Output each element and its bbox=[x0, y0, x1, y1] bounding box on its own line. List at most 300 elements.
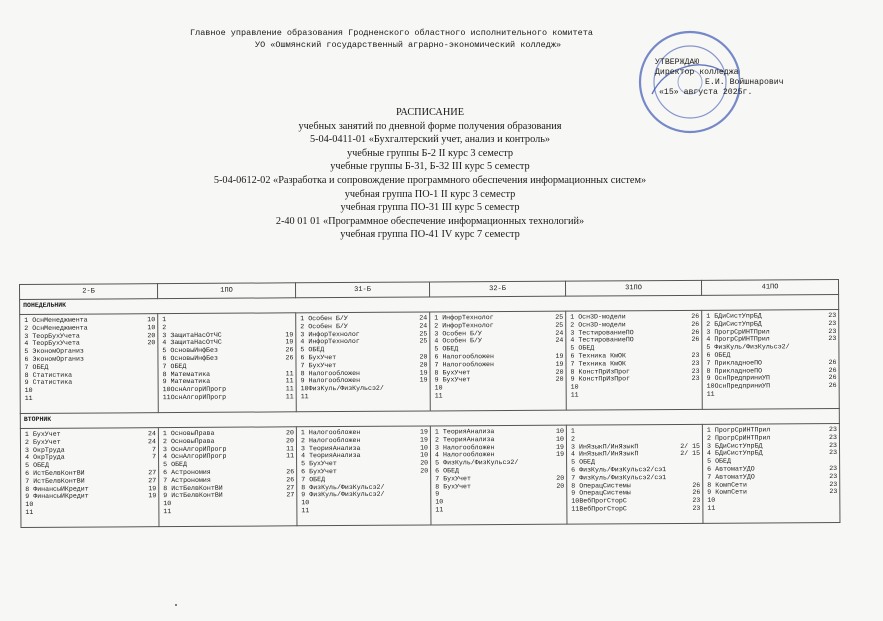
subject-name: ФинансыИКредит bbox=[33, 485, 89, 493]
lesson-number: 8 bbox=[300, 369, 305, 377]
lesson-number: 9 bbox=[706, 375, 711, 383]
group-header: 31ПО bbox=[565, 280, 701, 296]
lesson-row bbox=[301, 392, 428, 401]
room-number: 24 bbox=[419, 322, 428, 330]
subject-name: ИстБелвКонтВИ bbox=[171, 484, 223, 492]
subject-name: БухУчет bbox=[32, 430, 61, 438]
lesson-number: 4 bbox=[301, 452, 306, 460]
lesson-number: 11 bbox=[434, 392, 443, 400]
subject-name: Статистика bbox=[32, 371, 73, 379]
subject-name: БДиСистУпрБД bbox=[714, 442, 763, 450]
subject-name: Налогообложен bbox=[308, 369, 361, 377]
lesson-number: 8 bbox=[434, 369, 439, 377]
room-number bbox=[153, 355, 155, 363]
room-number: 10 bbox=[420, 444, 429, 452]
subject-name: ВебПрогСторС bbox=[579, 497, 627, 505]
lesson-number: 2 bbox=[706, 320, 711, 328]
room-number bbox=[154, 379, 156, 387]
room-number: 19 bbox=[556, 451, 565, 459]
lesson-number: 2 bbox=[300, 437, 305, 445]
subject-name: ПрогрСрИНТПрил bbox=[714, 426, 771, 434]
subject-name bbox=[715, 390, 835, 399]
lesson-number: 7 bbox=[434, 361, 439, 369]
lesson-number: 4 bbox=[707, 450, 712, 458]
room-number: 20 bbox=[555, 376, 564, 384]
room-number bbox=[562, 490, 564, 498]
lesson-number: 10 bbox=[571, 497, 580, 505]
room-number bbox=[154, 508, 156, 516]
subject-name: Техника КмОК bbox=[578, 360, 627, 368]
lesson-row bbox=[163, 507, 294, 516]
subject-name: ОсновыПрава bbox=[170, 429, 215, 438]
lesson-number: 1 bbox=[24, 316, 29, 324]
lesson-row bbox=[25, 508, 156, 517]
lesson-number: 3 bbox=[162, 445, 168, 453]
subject-name: ИнфорТехнолог bbox=[442, 314, 494, 322]
lesson-number: 6 bbox=[435, 467, 440, 475]
lesson-number: 3 bbox=[434, 444, 439, 452]
room-number bbox=[834, 351, 836, 359]
lesson-number: 10 bbox=[301, 499, 310, 507]
lesson-number: 6 bbox=[707, 465, 712, 473]
room-number: 19 bbox=[419, 369, 428, 377]
subject-name: ОснПредприниУП bbox=[714, 374, 771, 383]
lesson-number: 7 bbox=[162, 362, 167, 370]
room-number: 23 bbox=[691, 375, 700, 383]
subject-name: АвтоматУДО bbox=[715, 465, 755, 473]
lesson-number: 9 bbox=[435, 490, 440, 498]
lesson-number: 8 bbox=[163, 484, 168, 492]
lesson-number: 10 bbox=[24, 387, 33, 395]
lesson-number: 11 bbox=[570, 391, 579, 399]
room-number bbox=[426, 483, 428, 491]
room-number: 23 bbox=[828, 426, 837, 434]
subject-name bbox=[443, 506, 562, 515]
subject-name: Особен Б/У bbox=[308, 314, 348, 323]
subject-name: БухУчет bbox=[443, 475, 471, 483]
subject-name: ПрикладноеПО bbox=[714, 367, 763, 375]
lesson-number: 9 bbox=[162, 378, 167, 386]
room-number: 24 bbox=[148, 437, 156, 446]
subject-name: ОБЕД bbox=[308, 346, 325, 354]
subject-name: Астрономия bbox=[171, 468, 211, 477]
subject-name: ТеорияАнализа bbox=[309, 452, 361, 460]
lesson-row bbox=[301, 506, 428, 515]
schedule-cell bbox=[430, 311, 567, 411]
subject-name bbox=[33, 508, 154, 517]
subject-name: ЭкономОрганиз bbox=[32, 355, 84, 363]
subject-name: ОБЕД bbox=[714, 351, 731, 359]
room-number: 26 bbox=[286, 468, 295, 476]
lesson-number: 9 bbox=[25, 493, 30, 501]
subject-name: Налогообложен bbox=[308, 428, 361, 437]
room-number: 20 bbox=[556, 482, 565, 490]
header-ministry: Главное управление образования Гродненского областного исполнительного комитета bbox=[190, 28, 593, 38]
room-number bbox=[698, 383, 700, 391]
room-number: 24 bbox=[419, 314, 428, 322]
room-number bbox=[154, 386, 156, 394]
subject-name: ОснАлгорИПрогр bbox=[170, 393, 227, 402]
group-header: 2-Б bbox=[20, 284, 158, 300]
subject-name bbox=[309, 392, 426, 401]
lesson-number: 11 bbox=[163, 508, 172, 516]
room-number: 24 bbox=[147, 430, 156, 438]
subject-name: Математика bbox=[170, 370, 211, 378]
subject-name: Математика bbox=[170, 378, 211, 386]
lesson-number: 7 bbox=[706, 359, 711, 367]
room-number: 7 bbox=[152, 453, 157, 461]
subject-name: ИнфорТехнолог bbox=[442, 321, 494, 330]
room-number: 7 bbox=[152, 445, 157, 453]
room-number: 11 bbox=[286, 444, 295, 452]
room-number: 26 bbox=[828, 366, 837, 374]
room-number: 11 bbox=[285, 393, 294, 401]
lesson-number: 1 bbox=[300, 429, 305, 437]
subject-name: Астрономия bbox=[171, 476, 211, 484]
lesson-row bbox=[571, 391, 700, 400]
room-number: 26 bbox=[691, 336, 700, 344]
room-number: 23 bbox=[828, 335, 837, 343]
subject-name: Статистика bbox=[32, 379, 73, 387]
schedule-cell bbox=[566, 310, 703, 410]
lesson-number: 2 bbox=[706, 434, 711, 442]
room-number bbox=[425, 346, 427, 354]
subject-name: БухУчет bbox=[443, 482, 471, 490]
room-number: 19 bbox=[419, 428, 428, 436]
subject-name: ОснПредприниУП bbox=[714, 382, 771, 390]
room-number: 19 bbox=[419, 376, 428, 384]
lesson-number: 2 bbox=[162, 323, 167, 331]
lesson-number: 11 bbox=[706, 390, 715, 398]
room-number: 11 bbox=[285, 369, 294, 377]
approval-line-1: УТВЕРЖДАЮ bbox=[655, 58, 700, 67]
title-line: учебные группы Б-2 II курс 3 семестр bbox=[346, 147, 514, 159]
subject-name: ТестированиеПО bbox=[578, 336, 634, 344]
room-number: 27 bbox=[148, 476, 157, 484]
room-number bbox=[698, 458, 700, 466]
lesson-number: 9 bbox=[434, 376, 439, 384]
room-number bbox=[291, 315, 293, 323]
room-number: 27 bbox=[286, 491, 295, 499]
subject-name: АвтоматУДО bbox=[715, 473, 755, 481]
room-number: 23 bbox=[692, 497, 701, 505]
room-number bbox=[835, 390, 837, 398]
room-number bbox=[292, 507, 294, 515]
lesson-number: 1 bbox=[434, 314, 439, 322]
subject-name: ОБЕД bbox=[578, 344, 595, 352]
lesson-number: 5 bbox=[24, 348, 29, 356]
room-number bbox=[835, 457, 837, 465]
schedule-cell bbox=[158, 427, 297, 527]
subject-name: ОБЕД bbox=[715, 457, 731, 465]
room-number bbox=[154, 461, 156, 469]
room-number: 10 bbox=[556, 435, 564, 443]
room-number: 23 bbox=[692, 504, 701, 512]
approval-line-3: Е.И. Войшнарович bbox=[705, 78, 784, 87]
lesson-number: 4 bbox=[24, 340, 29, 348]
room-number: 11 bbox=[285, 385, 294, 393]
subject-name: ОБЕД bbox=[170, 362, 187, 370]
schedule-table bbox=[19, 279, 840, 528]
schedule-cell bbox=[702, 423, 840, 523]
subject-name: ПрогрСрИНТПрил bbox=[714, 328, 770, 336]
lesson-number: 8 bbox=[570, 368, 575, 376]
lesson-number: 11 bbox=[707, 504, 716, 512]
schedule-cell bbox=[702, 309, 840, 409]
room-number: 19 bbox=[556, 443, 565, 451]
room-number: 20 bbox=[419, 353, 428, 361]
group-header: 31-Б bbox=[295, 282, 429, 298]
room-number: 25 bbox=[419, 330, 428, 338]
group-header: 32-Б bbox=[429, 281, 565, 297]
room-number: 24 bbox=[555, 329, 564, 337]
subject-name: ИстБелвКонтВИ bbox=[171, 492, 223, 500]
subject-name: ФизКуль/ФизКульсэ2/ bbox=[443, 459, 519, 467]
room-number bbox=[562, 498, 564, 506]
day-name: ВТОРНИК bbox=[20, 408, 839, 428]
lesson-number: 11 bbox=[435, 506, 444, 514]
subject-name: БухУчет bbox=[309, 460, 337, 468]
room-number: 26 bbox=[828, 358, 837, 366]
room-number: 25 bbox=[555, 321, 564, 329]
lesson-row bbox=[435, 392, 564, 401]
lesson-number: 1 bbox=[300, 315, 305, 323]
subject-name: БухУчет bbox=[442, 368, 471, 376]
lesson-row bbox=[163, 393, 294, 402]
lesson-number: 5 bbox=[435, 459, 440, 467]
lesson-row bbox=[435, 506, 564, 515]
title-line: учебная группа ПО-41 IV курс 7 семестр bbox=[340, 229, 520, 241]
subject-name: ОсновыПрава bbox=[170, 437, 215, 445]
lesson-number: 4 bbox=[571, 450, 576, 459]
room-number: 23 bbox=[828, 327, 837, 335]
lesson-number: 1 bbox=[570, 313, 575, 321]
subject-name bbox=[171, 507, 292, 516]
room-number bbox=[562, 459, 564, 467]
room-number: 2/ 15 bbox=[680, 442, 701, 450]
subject-name: ОБЕД bbox=[33, 462, 49, 470]
header-college: УО «Ошмянский государственный аграрно-экономический колледж» bbox=[255, 40, 562, 50]
room-number: 20 bbox=[555, 368, 564, 376]
lesson-number: 6 bbox=[571, 466, 576, 474]
lesson-number: 5 bbox=[434, 345, 439, 353]
room-number bbox=[154, 371, 156, 379]
lesson-number: 8 bbox=[435, 483, 440, 491]
lesson-number: 7 bbox=[163, 476, 168, 484]
subject-name: ОБЕД bbox=[443, 467, 459, 475]
lesson-number: 2 bbox=[570, 435, 575, 443]
room-number: 19 bbox=[285, 338, 294, 346]
lesson-number: 1 bbox=[434, 428, 439, 436]
subject-name: ОснМенеджмента bbox=[32, 316, 88, 324]
lesson-number: 7 bbox=[570, 360, 575, 368]
subject-name: Налогообложен bbox=[442, 443, 495, 452]
room-number: 20 bbox=[285, 429, 294, 437]
lesson-number: 6 bbox=[434, 353, 439, 361]
lesson-number: 6 bbox=[25, 469, 30, 477]
subject-name: ОБЕД bbox=[442, 345, 459, 353]
title-line: учебных занятий по дневной форме получения образования bbox=[298, 120, 562, 132]
lesson-number: 3 bbox=[434, 330, 439, 338]
subject-name: БДиСистУпрБД bbox=[714, 320, 762, 328]
room-number: 24 bbox=[555, 337, 564, 345]
lesson-number: 8 bbox=[301, 483, 306, 491]
subject-name: ОперацСистемы bbox=[579, 481, 631, 490]
lesson-number: 7 bbox=[24, 363, 29, 371]
subject-name: ИнфорТехнолог bbox=[308, 338, 360, 346]
subject-name: ВебПрогСторС bbox=[579, 505, 627, 513]
subject-name: БухУчет bbox=[308, 361, 337, 370]
lesson-number: 4 bbox=[434, 337, 439, 345]
lesson-number: 6 bbox=[570, 352, 575, 360]
lesson-number: 3 bbox=[300, 444, 305, 452]
room-number: 20 bbox=[147, 331, 156, 339]
schedule-title bbox=[120, 106, 740, 242]
subject-name: ОснАлгорИПрогр bbox=[170, 445, 227, 453]
room-number bbox=[426, 506, 428, 514]
lesson-number: 4 bbox=[25, 454, 30, 462]
subject-name: БухУчет bbox=[442, 376, 471, 384]
subject-name: ОснАлгорИПрогр bbox=[171, 453, 227, 461]
subject-name: БДиСистУпрБД bbox=[714, 312, 762, 320]
room-number bbox=[834, 343, 836, 351]
lesson-number: 1 bbox=[24, 430, 29, 438]
lesson-number: 4 bbox=[435, 451, 440, 459]
schedule-cell bbox=[20, 428, 159, 528]
room-number: 23 bbox=[829, 441, 838, 449]
lesson-number: 11 bbox=[24, 394, 33, 402]
subject-name: БухУчет bbox=[309, 468, 337, 476]
room-number bbox=[562, 467, 564, 475]
lesson-number: 4 bbox=[706, 336, 711, 344]
lesson-number: 7 bbox=[571, 474, 576, 482]
lesson-number: 8 bbox=[25, 485, 30, 493]
lesson-number: 8 bbox=[706, 367, 711, 375]
room-number: 26 bbox=[285, 354, 294, 362]
room-number bbox=[292, 461, 294, 469]
lesson-number: 3 bbox=[300, 330, 305, 338]
lesson-number: 11 bbox=[300, 393, 309, 401]
lesson-number: 5 bbox=[301, 460, 306, 468]
room-number: 11 bbox=[286, 452, 295, 460]
room-number: 19 bbox=[148, 492, 157, 500]
room-number: 10 bbox=[420, 451, 429, 459]
lesson-number: 4 bbox=[570, 336, 575, 345]
room-number: 27 bbox=[286, 483, 295, 491]
subject-name: ОБЕД bbox=[309, 475, 326, 484]
lesson-number: 3 bbox=[570, 443, 575, 451]
room-number: 20 bbox=[556, 474, 565, 482]
subject-name: Налогообложен bbox=[442, 360, 494, 369]
lesson-number: 1 bbox=[706, 312, 711, 320]
room-number: 26 bbox=[691, 328, 700, 336]
lesson-number: 6 bbox=[300, 354, 305, 362]
subject-name bbox=[309, 506, 426, 515]
lesson-number: 11 bbox=[571, 505, 580, 513]
schedule-cell bbox=[296, 426, 431, 526]
lesson-number: 2 bbox=[300, 323, 305, 331]
room-number bbox=[562, 392, 564, 400]
room-number: 25 bbox=[555, 313, 564, 321]
room-number bbox=[426, 499, 428, 507]
room-number: 19 bbox=[148, 484, 157, 492]
room-number bbox=[698, 427, 700, 435]
room-number bbox=[698, 466, 700, 474]
lesson-number: 2 bbox=[24, 324, 29, 332]
approval-line-2: Директор колледжа bbox=[655, 68, 739, 77]
lesson-number: 7 bbox=[301, 476, 306, 484]
lesson-number: 10 bbox=[300, 385, 309, 393]
subject-name: ФизКуль/ФизКульсэ2/ bbox=[714, 343, 790, 351]
subject-name: ОкрТруда bbox=[33, 454, 65, 462]
room-number: 20 bbox=[419, 361, 428, 369]
lesson-number: 10 bbox=[434, 384, 443, 392]
subject-name: ТеорБухУчета bbox=[32, 340, 80, 348]
room-number bbox=[835, 496, 837, 504]
subject-name: ФизКуль/ФизКульсэ2/ bbox=[308, 384, 384, 393]
room-number: 23 bbox=[829, 480, 838, 488]
subject-name: ИстБелвКонтВИ bbox=[33, 469, 85, 477]
subject-name: БухУчет bbox=[308, 354, 337, 362]
schedule-cell bbox=[20, 314, 159, 414]
lesson-number: 5 bbox=[25, 462, 30, 470]
lesson-number: 6 bbox=[706, 351, 711, 359]
subject-name: ТеорияАнализа bbox=[308, 444, 361, 452]
room-number: 10 bbox=[147, 316, 156, 324]
lesson-number: 6 bbox=[301, 468, 306, 476]
room-number bbox=[291, 323, 293, 331]
lesson-number: 2 bbox=[570, 321, 575, 329]
subject-name: ОкрТруда bbox=[32, 446, 65, 454]
lesson-row bbox=[707, 390, 837, 399]
room-number: 23 bbox=[828, 312, 837, 320]
room-number bbox=[426, 491, 428, 499]
room-number bbox=[426, 385, 428, 393]
title-line: учебная группа ПО-31 III курс 5 семестр bbox=[340, 202, 520, 214]
lesson-number: 5 bbox=[162, 347, 167, 355]
lesson-number: 7 bbox=[25, 477, 30, 485]
lesson-number: 4 bbox=[163, 453, 168, 461]
lesson-number: 8 bbox=[24, 371, 29, 379]
lesson-number: 10 bbox=[706, 382, 715, 390]
room-number: 10 bbox=[555, 427, 564, 435]
room-number: 23 bbox=[829, 472, 838, 480]
lesson-number: 8 bbox=[162, 370, 167, 378]
room-number: 25 bbox=[419, 337, 428, 345]
lesson-number: 9 bbox=[300, 377, 305, 385]
scan-speck bbox=[175, 604, 177, 606]
lesson-row bbox=[571, 505, 700, 514]
room-number: 23 bbox=[691, 359, 700, 367]
subject-name: ПрогрСрИНТПрил bbox=[714, 335, 770, 344]
subject-name: ОперацСистемы bbox=[579, 489, 631, 497]
lesson-number: 7 bbox=[300, 362, 305, 370]
room-number: 26 bbox=[692, 489, 701, 497]
subject-name: Техника КмОК bbox=[578, 352, 626, 360]
subject-name: ПрикладноеПО bbox=[714, 359, 763, 367]
lesson-row bbox=[25, 394, 156, 403]
lesson-number: 5 bbox=[300, 346, 305, 354]
room-number bbox=[698, 474, 700, 482]
subject-name bbox=[443, 392, 562, 401]
day-name: ПОНЕДЕЛЬНИК bbox=[20, 294, 839, 314]
subject-name: ФинансыИКредит bbox=[33, 492, 89, 501]
room-number: 23 bbox=[829, 433, 837, 441]
lesson-number: 4 bbox=[162, 339, 167, 347]
lesson-number: 2 bbox=[162, 437, 167, 445]
subject-name: ОБЕД bbox=[171, 461, 187, 469]
room-number: 26 bbox=[691, 320, 700, 328]
